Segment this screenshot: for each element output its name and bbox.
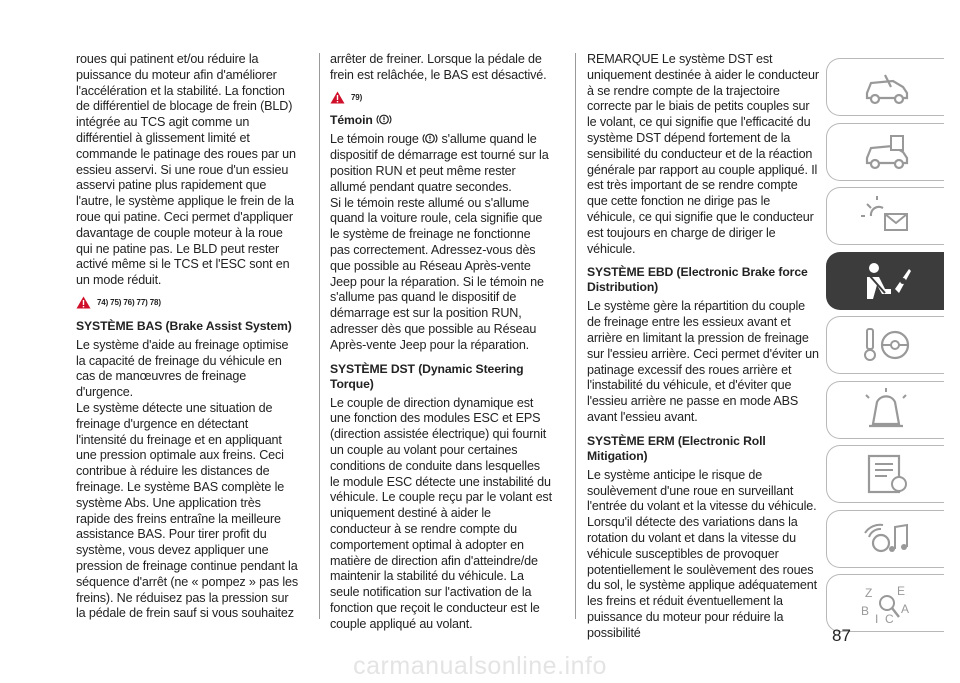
- ebd-paragraph-1: Le système gère la répartition du couple de freinage entre les essieux avant et arrière en limitant la pression de freinage sur l'essieu arrière. Ceci permet d'éviter un patinage excessif des roues arrière et l'instabilité du véhicule, et d'éviter que l'essieu arrière ne passe en mode ABS avant l'essieu avant.: [587, 299, 819, 424]
- tab-lights[interactable]: [826, 187, 944, 245]
- warning-triangle-icon: [330, 91, 345, 104]
- brake-warning-icon: [422, 132, 438, 145]
- temoin-title: [330, 113, 552, 128]
- svg-text:C: C: [884, 612, 894, 625]
- tab-multimedia[interactable]: [826, 510, 944, 568]
- maintenance-icon: [857, 452, 915, 496]
- dst-title: SYSTÈME DST (Dynamic Steering Torque): [330, 361, 524, 391]
- car-dashboard-icon: [857, 65, 915, 109]
- erm-title: SYSTÈME ERM (Electronic Roll Mitigation): [587, 433, 766, 463]
- warning-refs-text: 74) 75) 76) 77) 78): [97, 297, 161, 307]
- warning-ref-text: 79): [351, 92, 363, 102]
- watermark: carmanualsonline.info: [353, 652, 607, 680]
- bas-title: SYSTÈME BAS (Brake Assist System): [76, 318, 292, 333]
- tab-warning-lights[interactable]: [826, 381, 944, 439]
- tab-safety[interactable]: [826, 252, 944, 310]
- dst-paragraph-1: Le couple de direction dynamique est une fonction des modules ESC et EPS (direction assistée électrique) qui fournit un couple au volant pour certaines conditions de conduite dans lesquelles le module ESC détecte une instabilité du véhicule. Le couple reçu par le volant est uniquement destiné à aider le conducteur à se rendre compte du comportement optimal à adopter en matière de direction afin d'atteindre/de maintenir la stabilité du véhicule. La seule notification sur l'activation de la fonction que reçoit le conducteur est le couple appliqué au volant.: [330, 395, 552, 631]
- svg-text:A: A: [900, 602, 909, 616]
- bas-paragraph-2: Le système détecte une situation de freinage d'urgence en détectant l'intensité du freinage et en appliquant une pression optimale aux freins. Ceci contribue à réduire les distances de freinage. Le système BAS complète le système Abs. Une application très rapide des freins entraîne la meilleure assistance BAS. Pour tirer profit du système, vous devez appliquer une pression de freinage continue pendant la séquence d'arrêt (ne « pompez » pas les freins). Ne réduisez pas la pression sur la pédale de frein sauf si vous souhaitez: [76, 400, 298, 621]
- multimedia-icon: [857, 517, 915, 561]
- starting-driving-icon: [857, 323, 915, 367]
- temoin-p1-end: s'allume quand le dispositif de démarrage est tourné sur la position RUN et peut même rester allumé pendant quatre secondes.: [330, 132, 549, 194]
- page-number: 87: [832, 626, 851, 645]
- safety-airbag-icon: [857, 259, 915, 303]
- temoin-paragraph-1: [330, 132, 552, 195]
- ebd-title: SYSTÈME EBD (Electronic Brake force Distribution): [587, 265, 808, 295]
- tab-car-info[interactable]: [826, 123, 944, 181]
- warning-lights-icon: [857, 388, 915, 432]
- index-icon: [857, 581, 915, 625]
- warning-reference: [330, 90, 552, 106]
- svg-text:B: B: [860, 604, 869, 618]
- tab-index[interactable]: [826, 574, 944, 632]
- warning-triangle-icon: [76, 296, 91, 309]
- tab-car-dashboard[interactable]: [826, 58, 944, 116]
- temoin-p1-start: Le témoin rouge: [330, 132, 419, 147]
- tab-starting-driving[interactable]: [826, 316, 944, 374]
- bas-continued: arrêter de freiner. Lorsque la pédale de frein est relâchée, le BAS est désactivé.: [330, 52, 547, 82]
- warning-references: [76, 295, 298, 311]
- svg-text:E: E: [896, 584, 905, 598]
- column-1: [76, 52, 298, 622]
- column-3: [587, 52, 819, 642]
- chapter-tabs: [826, 58, 948, 639]
- bas-paragraph-1: Le système d'aide au freinage optimise la capacité de freinage du véhicule en cas de manœuvres de freinage d'urgence.: [76, 337, 289, 400]
- brake-warning-icon: [376, 113, 392, 126]
- svg-text:I: I: [874, 612, 878, 625]
- svg-text:Z: Z: [864, 586, 872, 600]
- intro-paragraph: roues qui patinent et/ou réduire la puissance du moteur afin d'améliorer l'accélération et la stabilité. La fonction de différentiel de blocage de frein (BLD) intégrée au TCS agit comme un différentiel à glissement limité et commande le patinage des roues par un essieu asservi. Si une roue d'un essieu asservi patine plus rapidement que l'autre, le système applique le frein de la roue qui patine. Ceci permet d'appliquer davantage de couple moteur à la roue qui ne patine pas. Le BLD peut rester activé même si le TCS et l'ESC sont en un mode réduit.: [76, 52, 296, 288]
- car-info-icon: [857, 130, 915, 174]
- column-divider-1: [319, 53, 320, 619]
- lights-icon: [857, 194, 915, 238]
- remarque-paragraph: REMARQUE Le système DST est uniquement destinée à aider le conducteur à se rendre compte de la trajectoire correcte par le biais de petits couples sur le volant, ce qui signifie que l'efficacité du système DST dépend fortement de la sensibilité du conducteur et de la réaction générale par rapport au couple appliqué. Il est très important de se rendre compte que cette fonction ne dirige pas le véhicule, ce qui signifie que le conducteur est toujours en charge de diriger le véhicule.: [587, 52, 819, 256]
- erm-paragraph-1: Le système anticipe le risque de soulèvement d'une roue en surveillant l'entrée du volant et la vitesse du véhicule. Lorsqu'il détecte des variations dans la rotation du volant et dans la vitesse du véhicule susceptibles de provoquer potentiellement le soulèvement des roues du sol, le système applique adéquatement les freins et réduit éventuellement la puissance du moteur pour réduire la possibilité: [587, 467, 817, 640]
- tab-maintenance[interactable]: [826, 445, 944, 503]
- temoin-paragraph-2: Si le témoin reste allumé ou s'allume quand la voiture roule, cela signifie que le système de freinage ne fonctionne pas correctement. Adressez-vous dès que possible au Réseau Après-vente Jeep pour la réparation. Si le témoin ne s'allume pas quand le dispositif de démarrage est sur la position RUN, adresser dès que possible au Réseau Après-vente Jeep pour la réparation.: [330, 195, 544, 352]
- temoin-title-text: Témoin: [330, 113, 373, 128]
- column-2: [330, 52, 552, 633]
- column-divider-2: [575, 53, 576, 619]
